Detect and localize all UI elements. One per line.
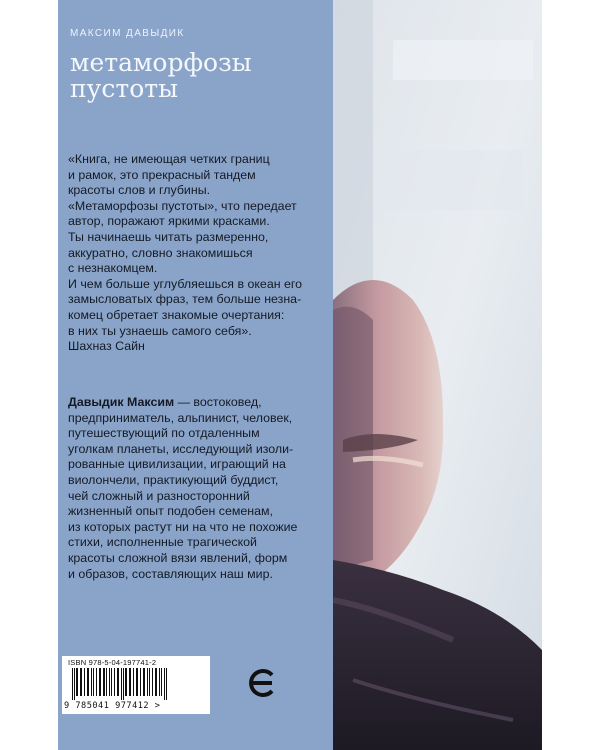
bio-line: стихи, исполненные трагической [68,535,257,550]
quote-line: красоты слов и глубины. [68,183,211,198]
bio-line: и образов, составляющих наш мир. [68,566,273,581]
barcode-bar [96,668,97,696]
isbn-label: ISBN 978-5-04-197741-2 [68,658,157,667]
quote-line: с незнакомцем. [68,261,158,276]
barcode-bar [93,668,94,696]
bio-line: предприниматель, альпинист, человек, [68,410,293,425]
barcode-bar [166,668,167,700]
barcode-bar [159,668,160,696]
barcode-bar [99,668,101,696]
barcode-bar [117,668,119,696]
author-bio [68,395,353,582]
barcode-box [62,656,210,714]
bio-first-line-rest: — востоковед, [174,395,262,409]
bio-line: уголкам планеты, исследующий изоли- [68,441,294,456]
barcode-bar [114,668,115,696]
quote-attribution: Шахназ Сайн [68,339,145,354]
barcode-bar [125,668,127,696]
author-name: МАКСИМ ДАВЫДИК [70,28,185,39]
barcode-bar [143,668,145,696]
bio-line: чей сложный и разносторонний [68,488,250,503]
title-line: метаморфозы [70,48,252,77]
quote-line: Ты начинаешь читать размеренно, [68,229,269,244]
barcode-bar [80,668,82,696]
barcode-bar [121,668,122,700]
barcode-bar [140,668,141,696]
barcode-bar [147,668,148,696]
quote-line: автор, поражают яркими красками. [68,214,270,229]
quote-line: аккуратно, словно знакомишься [68,245,253,260]
bio-line: путешествующий по отдаленным [68,426,260,441]
bio-line: красоты сложной вязи явлений, форм [68,550,288,565]
barcode-bar [91,668,92,696]
barcode-digits: 9 785041 977412 > [64,701,161,711]
barcode-bar [136,668,138,696]
barcode-bar [103,668,105,696]
barcode-bar [76,668,78,696]
barcode-bar [72,668,73,700]
quote-line: комец обретает знакомые очертания: [68,307,285,322]
bio-line [68,395,353,411]
barcode-bar [84,668,85,696]
quote-line: замысловатых фраз, тем больше незна- [68,292,302,307]
barcode-bar [161,668,162,696]
quote-block [68,152,348,355]
quote-line: «Метаморфозы пустоты», что передает [68,198,297,213]
barcode-bar [155,668,157,696]
quote-line: в них ты узнаешь самого себя». [68,323,252,338]
quote-line: «Книга, не имеющая четких границ [68,152,270,166]
barcode [72,668,200,700]
barcode-bar [106,668,107,696]
barcode-bar [74,668,75,700]
barcode-bar [129,668,131,696]
book-back-cover [58,0,542,750]
bio-author-name: Давыдик Максим [68,395,175,409]
barcode-bar [123,668,124,700]
barcode-bar [164,668,165,700]
publisher-logo-icon [246,665,276,701]
bio-line: жизненный опыт подобен семенам, [68,504,273,519]
barcode-bar [133,668,134,696]
cover-painting [333,0,542,750]
barcode-bar [109,668,110,696]
book-title [70,50,252,102]
barcode-bar [149,668,150,696]
barcode-bar [111,668,112,696]
quote-line: и рамок, это прекрасный тандем [68,167,256,182]
title-line: пустоты [70,74,178,103]
barcode-bar [87,668,89,696]
bio-line: виолончели, практикующий буддист, [68,472,279,487]
bio-line: рованные цивилизации, играющий на [68,457,286,472]
barcode-bar [152,668,153,696]
quote-line: И чем больше углубляешься в океан его [68,276,303,291]
bio-line: из которых растут ни на что не похожие [68,519,298,534]
